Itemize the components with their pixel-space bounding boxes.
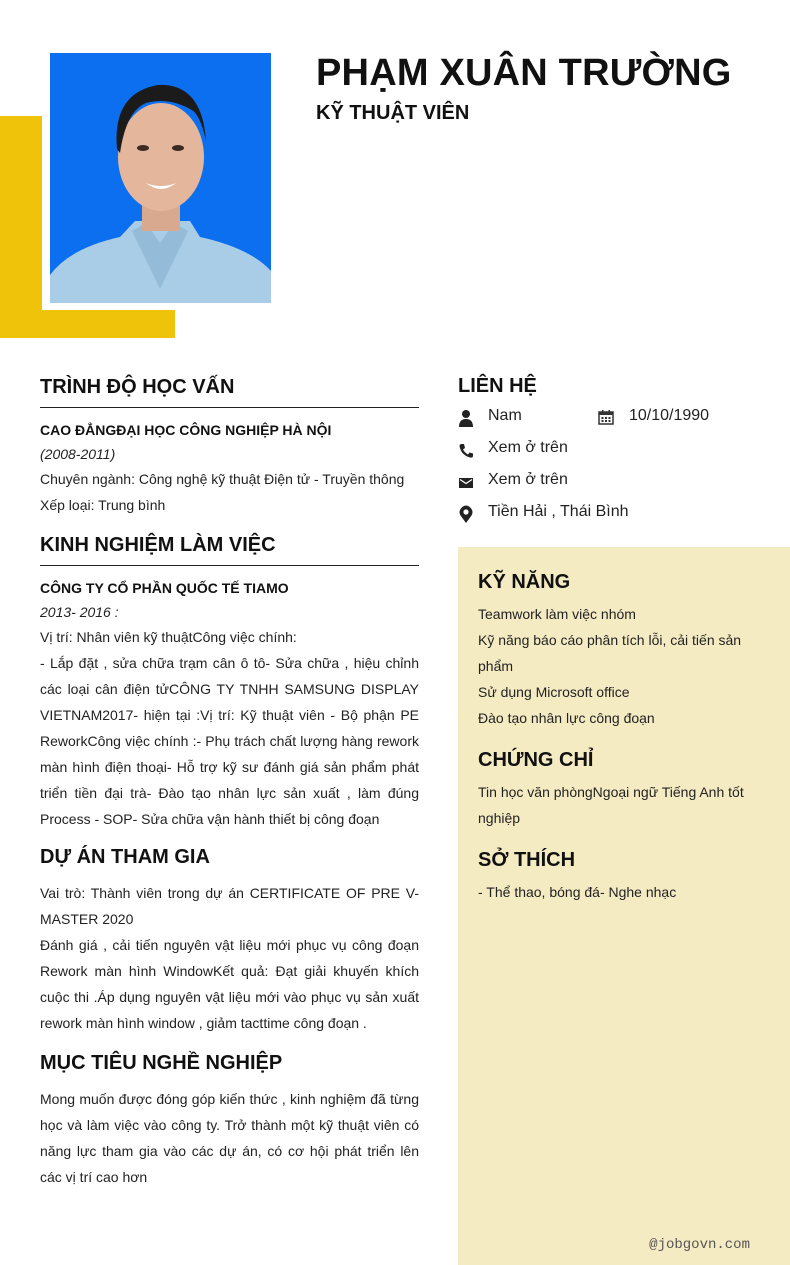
career-goal-section (40, 1048, 419, 1190)
education-period: (2008-2011) (40, 446, 116, 462)
candidate-name: PHẠM XUÂN TRƯỜNG (316, 52, 732, 94)
address-value: Tiền Hải , Thái Bình (488, 503, 629, 520)
experience-details: - Lắp đặt , sửa chữa trạm cân ô tô- Sửa chữa , hiệu chỉnh các loại cân điện tửCÔNG TY TNHH SAMSUNG DISPLAY VIETNAM2017- hiện tại :Vị trí: Kỹ thuật viên - Bộ phận PE ReworkCông việc chính :- Phụ trách chất lượng hàng rework màn hình điện thoại- Hỗ trợ kỹ sư đánh giá sản phẩm phát triển tiền đại trà- Đào tạo nhân lực sản xuất , làm đúng Process - SOP- Sửa chữa vận hành thiết bị công đoạn (40, 655, 419, 827)
portrait-image (50, 53, 271, 303)
education-title: TRÌNH ĐỘ HỌC VẤN (40, 376, 235, 398)
hobbies-title: SỞ THÍCH (478, 849, 576, 871)
project-details: Đánh giá , cải tiến nguyên vật liệu mới phục vụ công đoạn Rework màn hình WindowKết quả: Đạt giải khuyến khích cuộc thi .Áp dụng nguyên vật liệu mới vào phục vụ sản xuất rework màn hình window , giảm tacttime công đoạn . (40, 937, 419, 1031)
projects-section (40, 842, 419, 1036)
experience-period: 2013- 2016 : (40, 604, 119, 620)
profile-photo (50, 53, 271, 303)
email-value: Xem ở trên (488, 471, 568, 488)
company-name: CÔNG TY CỔ PHẦN QUỐC TẾ TIAMO (40, 580, 289, 596)
contact-row-email (458, 466, 790, 498)
location-pin-icon (458, 505, 474, 523)
person-icon (458, 409, 474, 427)
main-column (40, 372, 419, 1190)
watermark: @jobgovn.com (649, 1237, 750, 1253)
candidate-role: KỸ THUẬT VIÊN (316, 102, 470, 124)
school-name: CAO ĐẲNGĐẠI HỌC CÔNG NGHIỆP HÀ NỘI (40, 422, 332, 438)
career-goal-title: MỤC TIÊU NGHỀ NGHIỆP (40, 1052, 283, 1074)
skill-item: Teamwork làm việc nhóm (478, 606, 636, 622)
phone-icon (458, 441, 474, 459)
certificates-title: CHỨNG CHỈ (478, 749, 594, 771)
career-goal-text: Mong muốn được đóng góp kiến thức , kinh nghiệm đã từng học và làm việc vào công ty. Trở thành một kỹ thuật viên có năng lực tham gia vào các dự án, có cơ hội phát triển lên các vị trí cao hơn (40, 1091, 419, 1185)
contact-title: LIÊN HỆ (458, 375, 537, 397)
skill-item: Kỹ năng báo cáo phân tích lỗi, cải tiến sản phẩm (478, 632, 742, 674)
hobby-item: - Thể thao, bóng đá- Nghe nhạc (478, 884, 677, 900)
birthday-value: 10/10/1990 (629, 407, 710, 424)
gender-value: Nam (488, 407, 522, 424)
sidebar-panel (458, 547, 790, 1265)
experience-section (40, 530, 419, 832)
decorative-yellow-bar-horizontal (0, 310, 175, 338)
education-grade: Xếp loại: Trung bình (40, 497, 166, 513)
experience-position: Vị trí: Nhân viên kỹ thuậtCông việc chính: (40, 629, 297, 645)
contact-row-gender-birthday (458, 402, 790, 434)
certificates-section (478, 745, 770, 831)
hobbies-section (478, 845, 770, 905)
skill-item: Đào tạo nhân lực công đoạn (478, 710, 655, 726)
envelope-icon (458, 473, 474, 491)
contact-row-phone (458, 434, 790, 466)
certificate-item: Tin học văn phòngNgoại ngữ Tiếng Anh tốt nghiệp (478, 784, 744, 826)
skills-section (478, 567, 770, 731)
education-section (40, 372, 419, 518)
contact-row-address (458, 498, 790, 530)
section-divider (40, 407, 419, 408)
section-divider (40, 565, 419, 566)
phone-value: Xem ở trên (488, 439, 568, 456)
skill-item: Sử dụng Microsoft office (478, 684, 630, 700)
decorative-yellow-bar-vertical (0, 116, 42, 338)
project-role: Vai trò: Thành viên trong dự án CERTIFICATE OF PRE V-MASTER 2020 (40, 885, 419, 927)
calendar-icon (598, 409, 614, 425)
education-major: Chuyên ngành: Công nghệ kỹ thuật Điện tử - Truyền thông (40, 471, 405, 487)
projects-title: DỰ ÁN THAM GIA (40, 846, 210, 868)
experience-title: KINH NGHIỆM LÀM VIỆC (40, 534, 276, 556)
contact-section (458, 370, 790, 530)
skills-title: KỸ NĂNG (478, 571, 571, 593)
